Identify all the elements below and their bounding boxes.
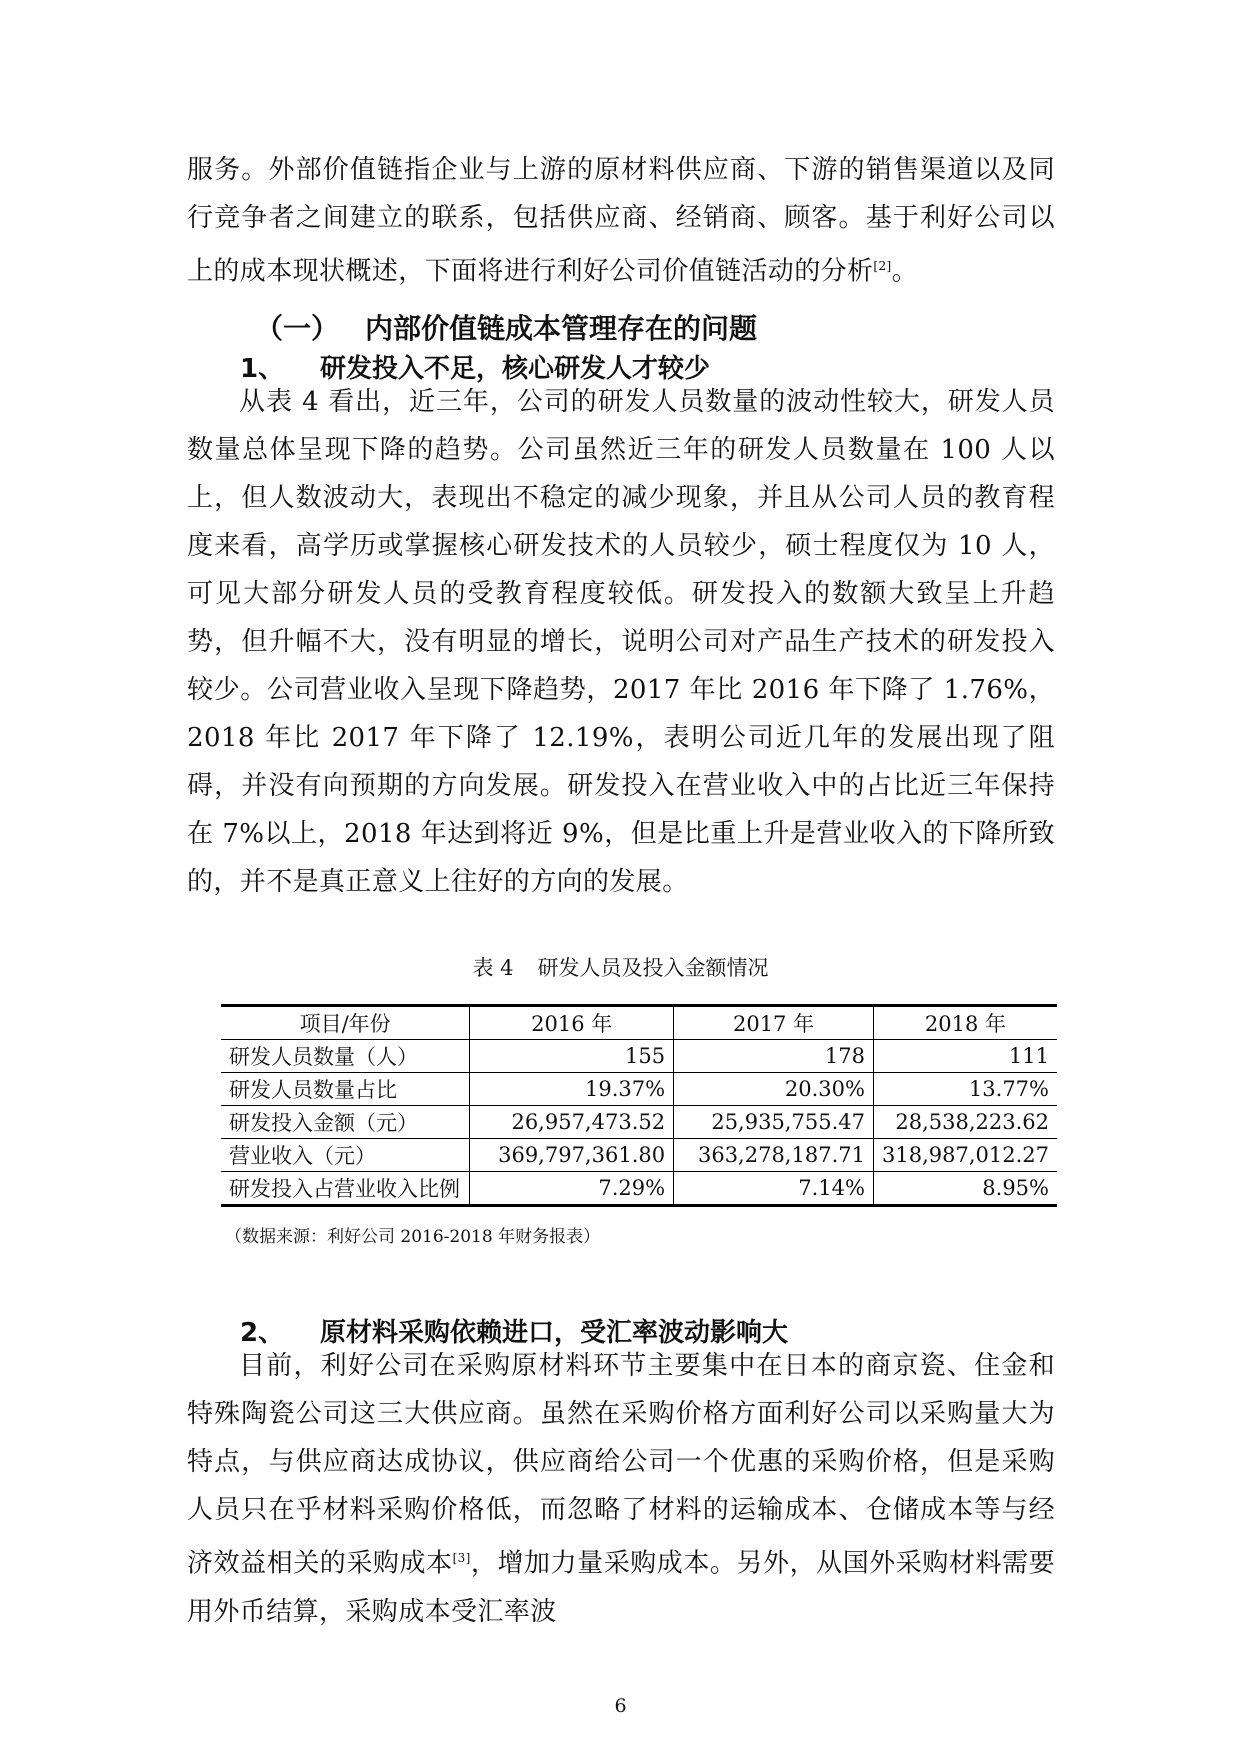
table-cell: 369,797,361.80 xyxy=(470,1139,674,1172)
table-cell: 155 xyxy=(470,1040,674,1073)
table-header-cell: 项目/年份 xyxy=(221,1006,470,1040)
table-row xyxy=(221,1172,1057,1206)
body-paragraph-1: 从表 4 看出，近三年，公司的研发人员数量的波动性较大，研发人员数量总体呈现下降的趋势。公司虽然近三年的研发人员数量在 100 人以上，但人数波动大，表现出不稳定的减少现象，并且从公司人员的教育程度来看，高学历或掌握核心研发技术的人员较少，硕士程度仅为 10 人，可见大部分研发人员的受教育程度较低。研发投入的数额大致呈上升趋势，但升幅不大，没有明显的增长，说明公司对产品生产技术的研发投入较少。公司营业收入呈现下降趋势，2017 年比 2016 年下降了 1.76%，2018 年比 2017 年下降了 12.19%，表明公司近几年的发展出现了阻碍，并没有向预期的方向发展。研发投入在营业收入中的占比近三年保持在 7%以上，2018 年达到将近 9%，但是比重上升是营业收入的下降所致的，并不是真正意义上往好的方向的发展。 xyxy=(187,387,1055,897)
table-header-cell: 2018 年 xyxy=(873,1006,1057,1040)
table-header-row xyxy=(221,1006,1057,1040)
row-label: 营业收入（元） xyxy=(221,1139,470,1172)
table-cell: 26,957,473.52 xyxy=(470,1106,674,1139)
row-label: 研发投入金额（元） xyxy=(221,1106,470,1139)
table-cell: 19.37% xyxy=(470,1073,674,1106)
subsection-title-1: 研发投入不足，核心研发人才较少 xyxy=(320,354,711,384)
table-row xyxy=(221,1040,1057,1073)
table-cell: 20.30% xyxy=(674,1073,874,1106)
table-cell: 28,538,223.62 xyxy=(873,1106,1057,1139)
body-paragraph-2-text: 目前，利好公司在采购原材料环节主要集中在日本的商京瓷、住金和特殊陶瓷公司这三大供应商。虽然在采购价格方面利好公司以采购量大为特点，与供应商达成协议，供应商给公司一个优惠的采购价格，但是采购人员只在乎材料采购价格低，而忽略了材料的运输成本、仓储成本等与经济效益相关的采购成本 xyxy=(187,1351,1055,1579)
intro-text: 服务。外部价值链指企业与上游的原材料供应商、下游的销售渠道以及同行竞争者之间建立的联系，包括供应商、经销商、顾客。基于利好公司以上的成本现状概述，下面将进行利好公司价值链活动的分析 xyxy=(187,155,1055,287)
intro-paragraph xyxy=(187,146,1055,296)
page-number: 6 xyxy=(614,1695,627,1717)
body-paragraph-2 xyxy=(187,1342,1055,1636)
section-number: （一） xyxy=(255,312,340,345)
table-caption-number: 表 4 xyxy=(472,956,514,980)
table-row xyxy=(221,1106,1057,1139)
body-paragraph-2-rest: ，增加力量采购成本。另外，从国外采购材料需要用外币结算，采购成本受汇率波 xyxy=(187,1548,1055,1627)
table-cell: 7.29% xyxy=(470,1172,674,1206)
table-cell: 111 xyxy=(873,1040,1057,1073)
table-caption-title: 研发人员及投入金额情况 xyxy=(537,956,769,980)
table-caption xyxy=(0,952,1241,982)
table-cell: 8.95% xyxy=(873,1172,1057,1206)
section-heading xyxy=(255,307,757,347)
table-cell: 363,278,187.71 xyxy=(674,1139,874,1172)
subsection-title-2: 原材料采购依赖进口，受汇率波动影响大 xyxy=(320,1318,789,1348)
table-row xyxy=(221,1073,1057,1106)
section-title: 内部价值链成本管理存在的问题 xyxy=(365,312,758,345)
row-label: 研发人员数量（人） xyxy=(221,1040,470,1073)
table-row xyxy=(221,1139,1057,1172)
row-label: 研发投入占营业收入比例 xyxy=(221,1172,470,1206)
table-cell: 13.77% xyxy=(873,1073,1057,1106)
citation-3: [3] xyxy=(452,1551,471,1565)
intro-end: 。 xyxy=(891,256,919,287)
table-cell: 7.14% xyxy=(674,1172,874,1206)
table-cell: 178 xyxy=(674,1040,874,1073)
subsection-number-1: 1、 xyxy=(240,354,285,384)
table-cell: 25,935,755.47 xyxy=(674,1106,874,1139)
table-header-cell: 2016 年 xyxy=(470,1006,674,1040)
rd-investment-table xyxy=(221,1004,1057,1207)
subsection-number-2: 2、 xyxy=(240,1318,285,1348)
table-cell: 318,987,012.27 xyxy=(873,1139,1057,1172)
row-label: 研发人员数量占比 xyxy=(221,1073,470,1106)
citation-2: [2] xyxy=(873,259,892,273)
table-header-cell: 2017 年 xyxy=(674,1006,874,1040)
table-source-note: （数据来源：利好公司 2016-2018 年财务报表） xyxy=(225,1227,601,1247)
